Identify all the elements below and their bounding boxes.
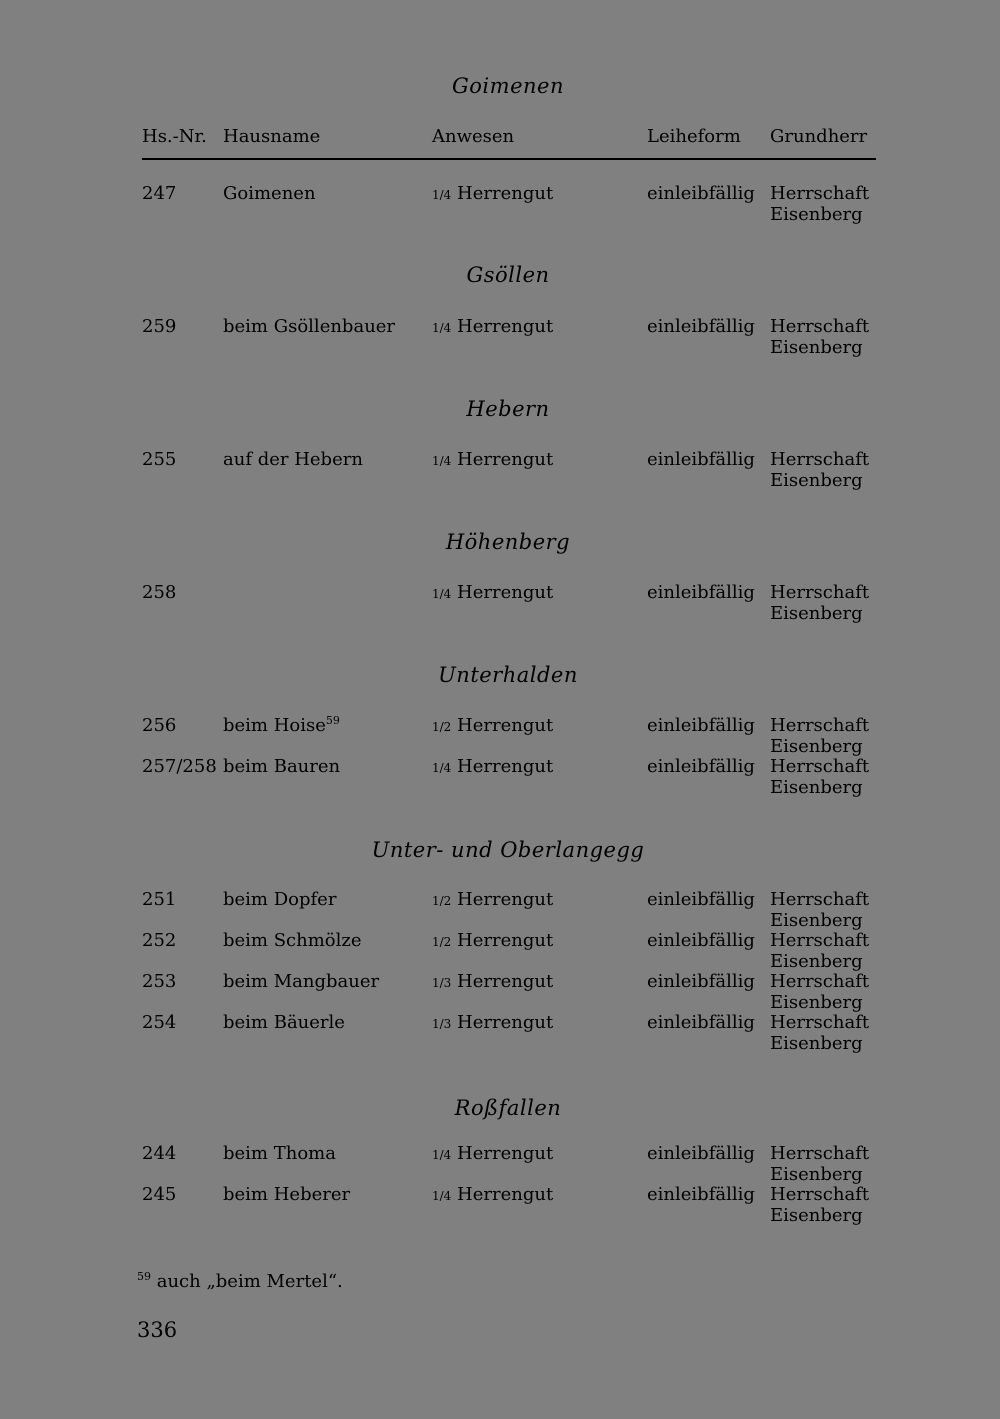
section-title-hoehenberg: Höhenberg — [445, 530, 571, 554]
footnote — [137, 1271, 343, 1292]
row-nr: 252 — [142, 930, 177, 951]
row-anwesen — [432, 1012, 553, 1035]
footnote-text: auch „beim Mertel“. — [156, 1271, 343, 1292]
row-nr: 257/258 — [142, 756, 217, 777]
row-grundherr-2: Eisenberg — [770, 1164, 863, 1185]
row-leiheform: einleibfällig — [647, 449, 755, 470]
section-title-goimenen: Goimenen — [452, 74, 564, 98]
page-number: 336 — [137, 1318, 178, 1342]
row-hausname-text: beim Hoise — [223, 715, 326, 736]
header-hausname: Hausname — [223, 126, 321, 147]
row-nr: 259 — [142, 316, 177, 337]
row-grundherr-2: Eisenberg — [770, 992, 863, 1013]
row-anwesen-text: Herrengut — [457, 1012, 554, 1033]
row-anwesen-text: Herrengut — [457, 582, 554, 603]
row-nr: 245 — [142, 1184, 177, 1205]
row-grundherr-1: Herrschaft — [770, 1143, 870, 1164]
header-nr: Hs.-Nr. — [142, 126, 207, 147]
row-leiheform: einleibfällig — [647, 971, 755, 992]
row-fraction: 1/4 — [432, 761, 452, 775]
row-grundherr-2: Eisenberg — [770, 777, 863, 798]
section-title-unter-und-oberlangegg: Unter- und Oberlangegg — [371, 838, 645, 862]
footnote-reference: 59 — [325, 714, 340, 727]
row-grundherr-2: Eisenberg — [770, 1205, 863, 1226]
row-hausname: beim Bäuerle — [223, 1012, 345, 1033]
row-fraction: 1/4 — [432, 188, 452, 202]
row-anwesen-text: Herrengut — [457, 715, 554, 736]
row-grundherr-2: Eisenberg — [770, 603, 863, 624]
row-anwesen-text: Herrengut — [457, 183, 554, 204]
row-anwesen — [432, 1184, 553, 1207]
row-hausname: beim Gsöllenbauer — [223, 316, 396, 337]
row-leiheform: einleibfällig — [647, 756, 755, 777]
row-anwesen-text: Herrengut — [457, 930, 554, 951]
row-hausname: beim Thoma — [223, 1143, 336, 1164]
section-title-gsoellen: Gsöllen — [466, 263, 550, 287]
row-leiheform: einleibfällig — [647, 1012, 755, 1033]
row-grundherr-1: Herrschaft — [770, 756, 870, 777]
row-hausname: beim Schmölze — [223, 930, 362, 951]
row-nr: 256 — [142, 715, 177, 736]
row-grundherr-1: Herrschaft — [770, 582, 870, 603]
row-leiheform: einleibfällig — [647, 183, 755, 204]
row-hausname: beim Heberer — [223, 1184, 351, 1205]
row-grundherr-1: Herrschaft — [770, 316, 870, 337]
row-nr: 254 — [142, 1012, 177, 1033]
row-anwesen — [432, 316, 553, 339]
row-hausname: Goimenen — [223, 183, 316, 204]
row-fraction: 1/2 — [432, 894, 452, 908]
row-grundherr-2: Eisenberg — [770, 470, 863, 491]
row-anwesen-text: Herrengut — [457, 1143, 554, 1164]
row-grundherr-2: Eisenberg — [770, 1033, 863, 1054]
row-leiheform: einleibfällig — [647, 316, 755, 337]
row-grundherr-2: Eisenberg — [770, 951, 863, 972]
row-grundherr-2: Eisenberg — [770, 337, 863, 358]
row-grundherr-1: Herrschaft — [770, 889, 870, 910]
row-fraction: 1/4 — [432, 587, 452, 601]
row-grundherr-1: Herrschaft — [770, 930, 870, 951]
row-anwesen — [432, 1143, 553, 1166]
row-anwesen — [432, 930, 553, 953]
section-title-unterhalden: Unterhalden — [438, 663, 578, 687]
row-hausname: beim Dopfer — [223, 889, 337, 910]
row-grundherr-2: Eisenberg — [770, 910, 863, 931]
row-anwesen-text: Herrengut — [457, 1184, 554, 1205]
section-title-rossfallen: Roßfallen — [454, 1096, 562, 1120]
row-anwesen-text: Herrengut — [457, 889, 554, 910]
row-anwesen — [432, 756, 553, 779]
row-anwesen — [432, 971, 553, 994]
row-nr: 247 — [142, 183, 177, 204]
row-fraction: 1/2 — [432, 720, 452, 734]
row-hausname: beim Mangbauer — [223, 971, 380, 992]
header-anwesen: Anwesen — [432, 126, 515, 147]
row-leiheform: einleibfällig — [647, 1184, 755, 1205]
row-anwesen — [432, 183, 553, 206]
row-anwesen-text: Herrengut — [457, 449, 554, 470]
row-grundherr-2: Eisenberg — [770, 204, 863, 225]
row-anwesen-text: Herrengut — [457, 756, 554, 777]
row-grundherr-1: Herrschaft — [770, 449, 870, 470]
row-grundherr-2: Eisenberg — [770, 736, 863, 757]
table-header — [0, 124, 1000, 148]
row-anwesen-text: Herrengut — [457, 316, 554, 337]
row-fraction: 1/3 — [432, 1017, 452, 1031]
row-nr: 258 — [142, 582, 177, 603]
header-rule — [142, 158, 876, 160]
header-grundherr: Grundherr — [770, 126, 868, 147]
row-leiheform: einleibfällig — [647, 930, 755, 951]
row-hausname: auf der Hebern — [223, 449, 363, 470]
row-hausname — [223, 715, 340, 736]
row-anwesen — [432, 715, 553, 738]
section-title-hebern: Hebern — [466, 397, 550, 421]
row-grundherr-1: Herrschaft — [770, 971, 870, 992]
row-anwesen — [432, 582, 553, 605]
row-anwesen-text: Herrengut — [457, 971, 554, 992]
row-fraction: 1/4 — [432, 454, 452, 468]
row-nr: 255 — [142, 449, 177, 470]
row-hausname: beim Bauren — [223, 756, 341, 777]
row-leiheform: einleibfällig — [647, 715, 755, 736]
row-fraction: 1/4 — [432, 1189, 452, 1203]
footnote-marker: 59 — [137, 1270, 151, 1283]
row-grundherr-1: Herrschaft — [770, 715, 870, 736]
row-anwesen — [432, 889, 553, 912]
header-leiheform: Leiheform — [647, 126, 741, 147]
row-fraction: 1/2 — [432, 935, 452, 949]
row-anwesen — [432, 449, 553, 472]
row-fraction: 1/4 — [432, 321, 452, 335]
row-nr: 244 — [142, 1143, 177, 1164]
row-grundherr-1: Herrschaft — [770, 183, 870, 204]
row-grundherr-1: Herrschaft — [770, 1184, 870, 1205]
row-leiheform: einleibfällig — [647, 889, 755, 910]
row-leiheform: einleibfällig — [647, 1143, 755, 1164]
row-fraction: 1/3 — [432, 976, 452, 990]
row-nr: 253 — [142, 971, 177, 992]
row-leiheform: einleibfällig — [647, 582, 755, 603]
row-fraction: 1/4 — [432, 1148, 452, 1162]
row-grundherr-1: Herrschaft — [770, 1012, 870, 1033]
row-nr: 251 — [142, 889, 177, 910]
